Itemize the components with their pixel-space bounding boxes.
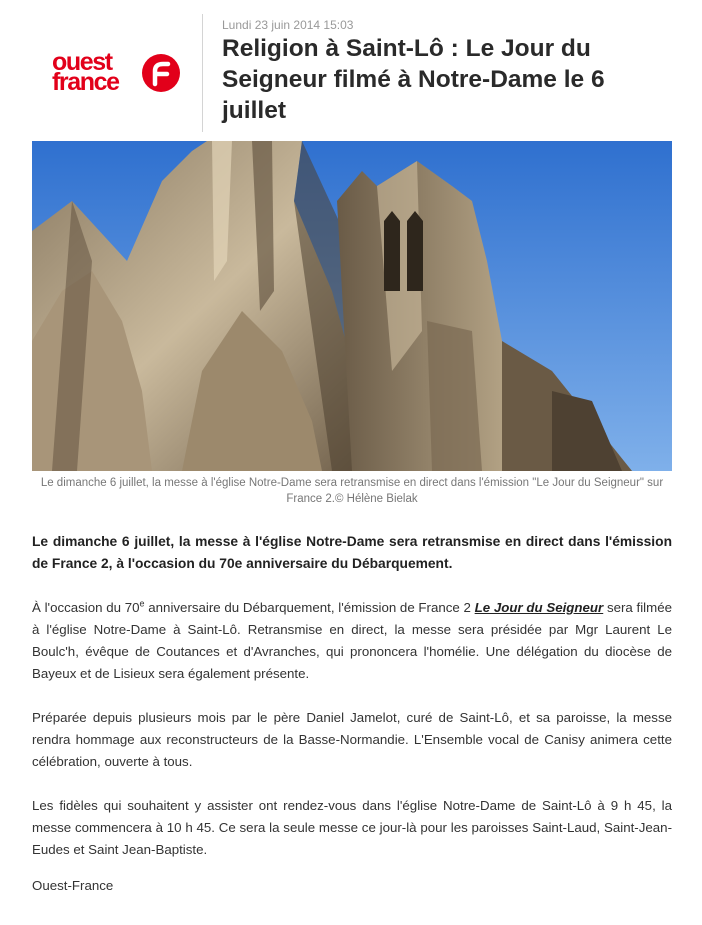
- logo-line-1: ouest: [52, 48, 112, 76]
- p1-text-b: anniversaire du Débarquement, l'émission de France 2: [144, 600, 475, 615]
- ouest-france-logo[interactable]: [52, 48, 182, 96]
- article-photo[interactable]: [32, 141, 672, 471]
- jour-du-seigneur-link[interactable]: Le Jour du Seigneur: [474, 600, 604, 615]
- p1-text-c: sera filmée à l'église Notre-Dame à Saint-Lô. Retransmise en direct, la messe sera présidée par Mgr Laurent Le Boulc'h, évêque de Coutances et d'Avranches, qui prononcera l'homélie. Une délégation du diocèse de Bayeux et de Lisieux sera également présente.: [32, 600, 672, 681]
- article-signature: Ouest-France: [32, 878, 114, 893]
- article-paragraph-3: Les fidèles qui souhaitent y assister ont rendez-vous dans l'église Notre-Dame de Saint-Lô à 9 h 45, la messe commencera à 10 h 45. Ce sera la seule messe ce jour-là pour les paroisses Saint-Laud, Saint-Jean-Eudes et Saint Jean-Baptiste.: [32, 798, 672, 857]
- article-paragraph-2: Préparée depuis plusieurs mois par le père Daniel Jamelot, curé de Saint-Lô, et sa paroisse, la messe rendra hommage aux reconstructeurs de la Basse-Normandie. L'Ensemble vocal de Canisy animera cette célébration, ouverte à tous.: [32, 710, 672, 769]
- article-paragraph-1: [32, 597, 672, 685]
- article-lead: Le dimanche 6 juillet, la messe à l'église Notre-Dame sera retransmise en direct dans l'émission de France 2, à l'occasion du 70e anniversaire du Débarquement.: [32, 534, 672, 571]
- logo-f-emblem-icon: [142, 54, 180, 92]
- article-date: Lundi 23 juin 2014 15:03: [222, 18, 354, 32]
- p1-superscript: e: [139, 598, 145, 609]
- logo-wordmark: [52, 48, 119, 96]
- logo-line-2: france: [52, 68, 119, 96]
- photo-caption: Le dimanche 6 juillet, la messe à l'église Notre-Dame sera retransmise en direct dans l'émission "Le Jour du Seigneur" sur France 2.© Hélène Bielak: [40, 477, 664, 505]
- header-divider: [202, 14, 203, 132]
- p1-text-a: À l'occasion du 70: [32, 600, 140, 615]
- church-photo-illustration: [32, 141, 672, 471]
- article-title: Religion à Saint-Lô : Le Jour du Seigneur filmé à Notre-Dame le 6 juillet: [222, 35, 605, 124]
